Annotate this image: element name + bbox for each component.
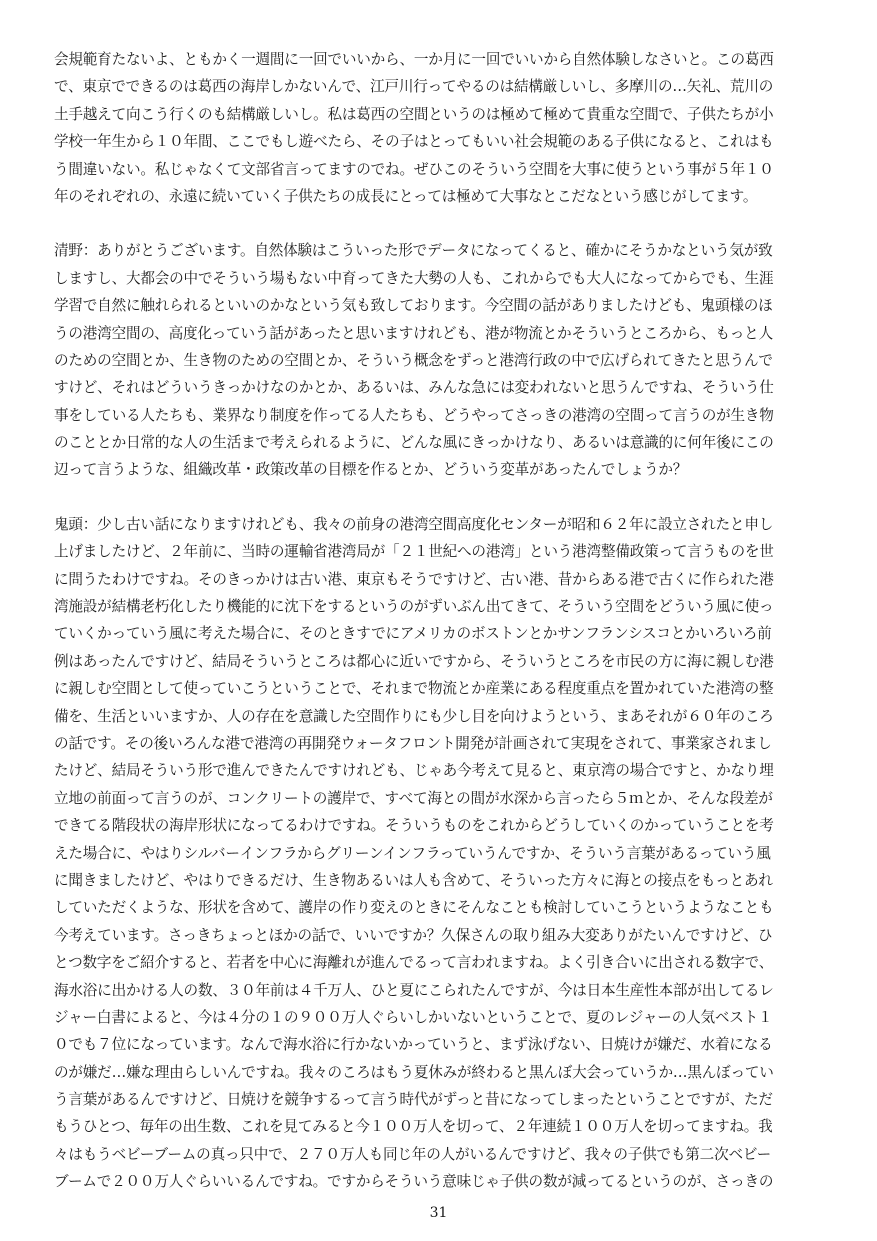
- text-line: のこととか日常的な人の生活まで考えられるように、どんな風にきっかけなり、あるいは意識的に何年後にこの: [54, 434, 774, 452]
- text-line: 上げましたけど、２年前に、当時の運輸省港湾局が「２１世紀への港湾」という港湾整備政策って言うものを世: [54, 543, 774, 561]
- text-line: のための空間とか、生き物のための空間とか、そういう概念をずっと港湾行政の中で広げられてきたと思うんで: [54, 351, 773, 369]
- text-line: に問うたわけですね。そのきっかけは古い港、東京もそうですけど、古い港、昔からある港で古くに作られた港: [54, 570, 774, 588]
- text-line: えた場合に、やはりシルバーインフラからグリーンインフラっていうんですか、そういう言葉があるっていう風: [54, 844, 771, 862]
- text-line: う言葉があるんですけど、日焼けを競争するって言う時代がずっと昔になってしまったということですが、ただ: [54, 1091, 773, 1109]
- text-line: とつ数字をご紹介すると、若者を中心に海離れが進んでるって言われますね。よく引き合いに出される数字で、: [54, 954, 774, 972]
- text-line: のが嫌だ…嫌な理由らしいんですね。我々のころはもう夏休みが終わると黒んぼ大会っていうか…黒んぼってい: [54, 1063, 774, 1081]
- text-line: ブームで２００万人ぐらいいるんですね。ですからそういう意味じゃ子供の数が減ってるというのが、さっきの: [54, 1173, 774, 1191]
- text-line: う間違いない。私じゃなくて文部省言ってますのでね。ぜひこのそういう空間を大事に使うという事が５年１０: [54, 160, 774, 178]
- text-line: 清野：ありがとうございます。自然体験はこういった形でデータになってくると、確かにそうかなという気が致: [54, 242, 773, 260]
- text-line: 今考えています。さっきちょっとほかの話で、いいですか？久保さんの取り組み大変ありがたいんですけど、ひ: [54, 926, 773, 944]
- text-line: 々はもうベビーブームの真っ只中で、２７０万人も同じ年の人がいるんですけど、我々の子供でも第二次ベビー: [54, 1145, 772, 1163]
- text-line: の話です。その後いろんな港で港湾の再開発ウォータフロント開発が計画されて実現をされて、事業家されまし: [54, 734, 772, 752]
- text-line: ていくかっていう風に考えた場合に、そのときすでにアメリカのボストンとかサンフランシスコとかいろいろ前: [54, 625, 772, 643]
- text-line: 湾施設が結構老朽化したり機能的に沈下をするというのがずいぶん出てきて、そういう空間をどういう風に使っ: [54, 598, 774, 616]
- text-line: 年のそれぞれの、永遠に続いていく子供たちの成長にとっては極めて大事なとこだなという感じがしてます。: [54, 187, 758, 205]
- text-line: たけど、結局そういう形で進んできたんですけれども、じゃあ今考えて見ると、東京湾の場合ですと、かなり埋: [54, 762, 774, 780]
- text-line: 海水浴に出かける人の数、３０年前は４千万人、ひと夏にこられたんですが、今は日本生産性本部が出してるレ: [54, 981, 774, 999]
- text-line: に聞きましたけど、やはりできるだけ、生き物あるいは人も含めて、そういった方々に海との接点をもっとあれ: [54, 871, 773, 889]
- page-number: 31: [429, 1205, 448, 1221]
- text-line: できてる階段状の海岸形状になってるわけですね。そういうものをこれからどうしていくのかっていうことを考: [54, 817, 774, 835]
- text-line: もうひとつ、毎年の出生数、これを見てみると今１００万人を切って、２年連続１００万人を切ってますね。我: [54, 1118, 773, 1136]
- text-line: 備を、生活といいますか、人の存在を意識した空間作りにも少し目を向けようという、まあそれが６０年のころ: [54, 707, 774, 725]
- text-line: ジャー白書によると、今は４分の１の９００万人ぐらいしかいないということで、夏のレジャーの人気ベスト１: [54, 1008, 773, 1026]
- text-line: 立地の前面って言うのが、コンクリートの護岸で、すべて海との間が水深から言ったら５ｍとか、そんな段差が: [54, 789, 773, 807]
- text-line: 学校一年生から１０年間、ここでもし遊べたら、その子はとってもいい社会規範のある子供になると、これはも: [54, 133, 774, 151]
- text-line: 会規範育たないよ、ともかく一週間に一回でいいから、一か月に一回でいいから自然体験しなさいと。この葛西: [54, 51, 774, 68]
- text-line: うの港湾空間の、高度化っていう話があったと思いますけれども、港が物流とかそういうところから、もっと人: [54, 324, 773, 342]
- text-line: 土手越えて向こう行くのも結構厳しいし。私は葛西の空間というのは極めて極めて貴重な空間で、子供たちが小: [54, 105, 774, 123]
- text-line: 事をしている人たちも、業界なり制度を作ってる人たちも、どうやってさっきの港湾の空間って言うのが生き物: [54, 406, 774, 424]
- text-line: していただくような、形状を含めて、護岸の作り変えのときにそんなことも検討していこうというようなことも: [54, 899, 774, 917]
- text-line: に親しむ空間として使っていこうということで、それまで物流とか産業にある程度重点を置かれていた港湾の整: [54, 680, 774, 698]
- text-line: 鬼頭：少し古い話になりますけれども、我々の前身の港湾空間高度化センターが昭和６２年に設立されたと申し: [54, 515, 774, 533]
- text-line: すけど、それはどういうきっかけなのかとか、あるいは、みんな急には変われないと思うんですね、そういう仕: [54, 379, 774, 397]
- text-line: 学習で自然に触れられるといいのかなという気も致しております。今空間の話がありましたけども、鬼頭様のほ: [54, 297, 773, 315]
- document-body: [54, 46, 826, 1223]
- text-line: 例はあったんですけど、結局そういうところは都心に近いですから、そういうところを市民の方に海に親しむ港: [54, 652, 774, 670]
- paragraph: [54, 511, 826, 1196]
- text-line: で、東京でできるのは葛西の海岸しかないんで、江戸川行ってやるのは結構厳しいし、多摩川の…矢礼、荒川の: [54, 78, 774, 96]
- text-line: 辺って言うような、組織改革・政策改革の目標を作るとか、どういう変革があったんでしょうか？: [54, 461, 688, 479]
- paragraph: [54, 46, 826, 210]
- text-line: ０でも７位になっています。なんで海水浴に行かないかっていうと、まず泳げない、日焼けが嫌だ、水着になる: [54, 1036, 773, 1054]
- paragraph: [54, 237, 826, 484]
- text-line: しますし、大都会の中でそういう場もない中育ってきた大勢の人も、これからでも大人になってからでも、生涯: [54, 269, 774, 287]
